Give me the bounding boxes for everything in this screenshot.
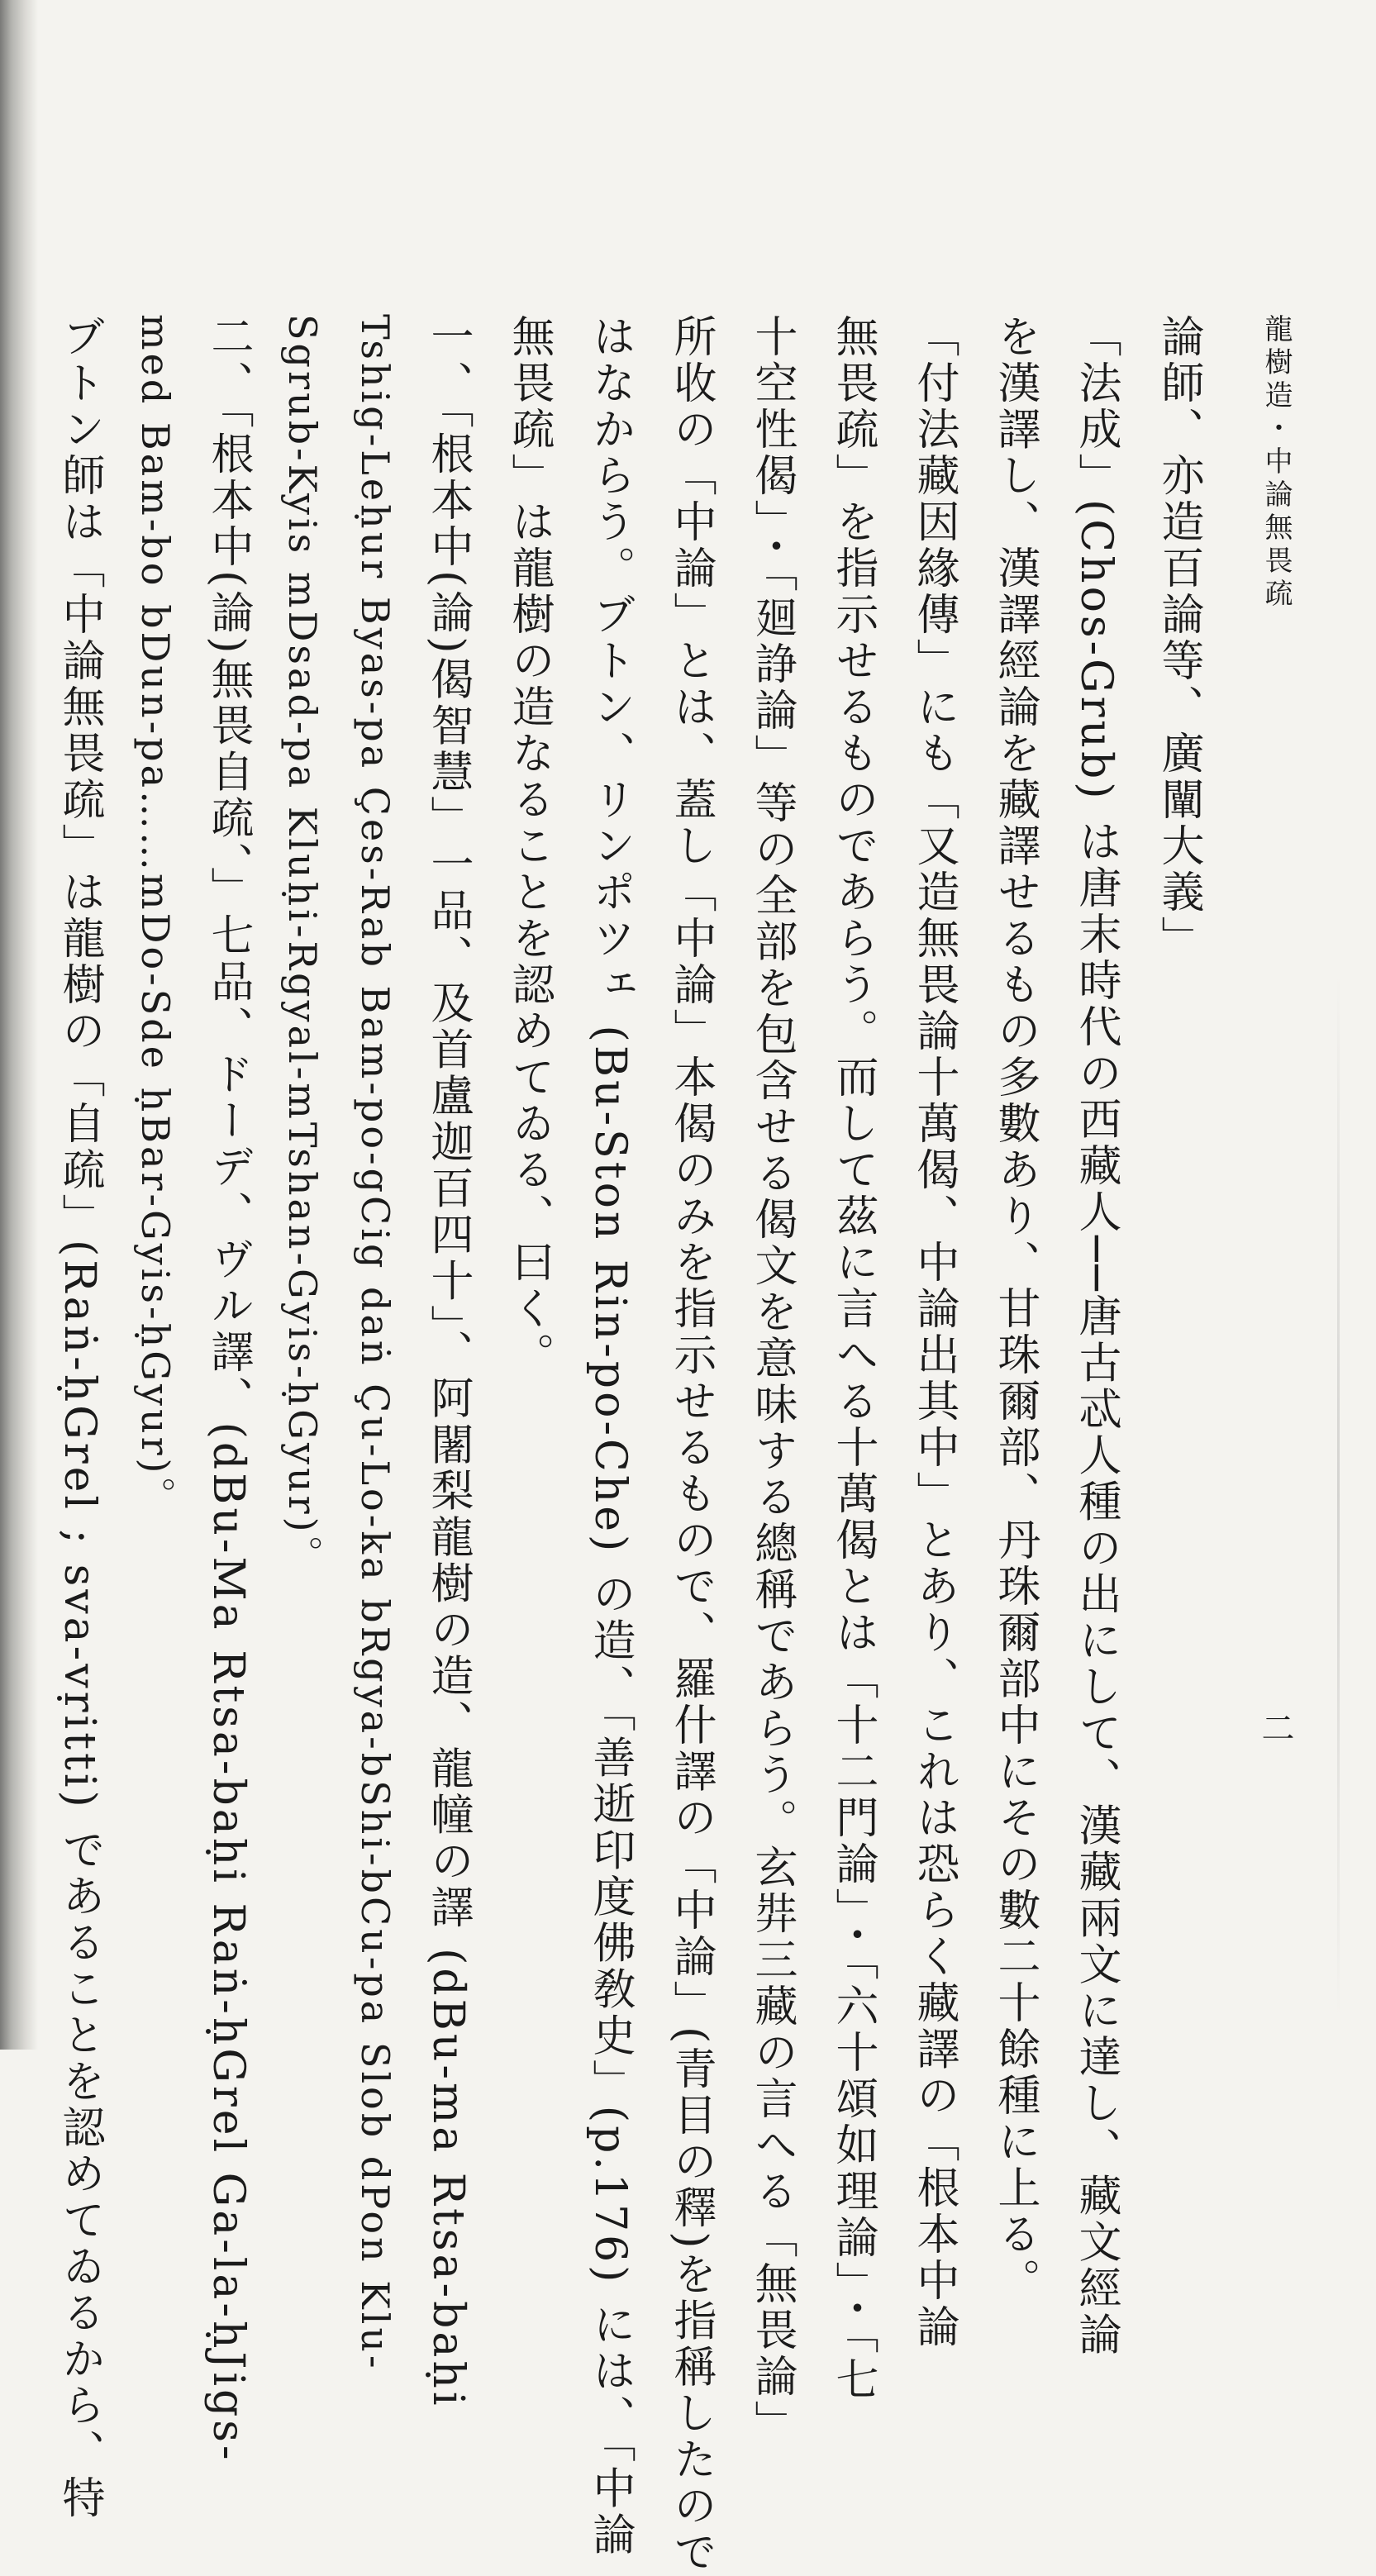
page-number: 二 [1256,1711,1294,1744]
text-column-3: を漢譯し、漢譯經論を藏譯せるもの多數あり、甘珠爾部、丹珠爾部中にその數二十餘種に上る。 [990,314,1040,2304]
text-column-1: 論師、亦造百論等、廣闡大義」 [1154,314,1203,962]
running-head: 龍樹造・中論無畏疏 [1259,314,1293,612]
book-page [55,314,1314,2576]
text-column-14: med Bam-bo bDun-pa……mDo-Sde ḥBar-Gyis-ḥGyur)。 [133,314,178,1518]
text-column-12: Sgrub-Kyis mDsad-pa Kluḥi-Rgyal-mTshan-Gyis-ḥGyur)。 [280,314,325,1577]
page-binding-shadow [0,0,38,2050]
text-column-9: 無畏疏」は龍樹の造なることを認めてゐる、曰く。 [504,314,554,1378]
text-column-5: 無畏疏」を指示せるものであらう。而して茲に言へる十萬偈とは「十二門論」・「六十頌如理論」・「七 [828,314,878,2403]
text-column-11: Tshig-Leḥur Byas-pa Çes-Rab Bam-po-gCig daṅ Çu-Lo-ka bRgya-bShi-bCu-pa Slob dPon Klu- [353,314,398,2372]
text-column-4: 「付法藏因緣傳」にも「又造無畏論十萬偈、中論出其中」とあり、これは恐らく藏譯の「根本中論 [909,314,959,2350]
text-column-2: 「法成」(Chos-Grub) は唐末時代の西藏人──唐古忒人種の出にして、漢藏兩文に達し、藏文經論 [1071,314,1121,2359]
scan-streak [1337,975,1340,2017]
text-column-15: ブトン師は「中論無畏疏」は龍樹の「自疏」(Raṅ-ḥGrel ; sva-vṛitti) であることを認めてゐるから、特 [55,314,104,2522]
text-column-10: 一、「根本中(論)偈智慧」一品、及首盧迦百四十」、阿闍梨龍樹の造、龍幢の譯 (dBu-ma Rtsa-baḥi [423,314,473,2409]
text-column-13: 二、「根本中(論)無畏自疏、」七品、ドーデ、ヴル譯、(dBu-Ma Rtsa-baḥi Raṅ-ḥGrel Ga-la-ḥJigs- [203,314,253,2464]
text-column-6: 十空性偈」・「廻諍論」等の全部を包含せる偈文を意味する總稱であらう。玄弉三藏の言へる「無畏論」 [747,314,797,2446]
text-column-8: はなからう。ブトン、リンポツェ (Bu-Ston Rin-po-Che) の造、「善逝印度佛敎史」(p.176) には、「中論 [585,314,635,2559]
text-column-7: 所收の「中論」とは、蓋し「中論」本偈のみを指示せるもので、羅什譯の「中論」(青目の釋)を指稱したので [666,314,716,2576]
